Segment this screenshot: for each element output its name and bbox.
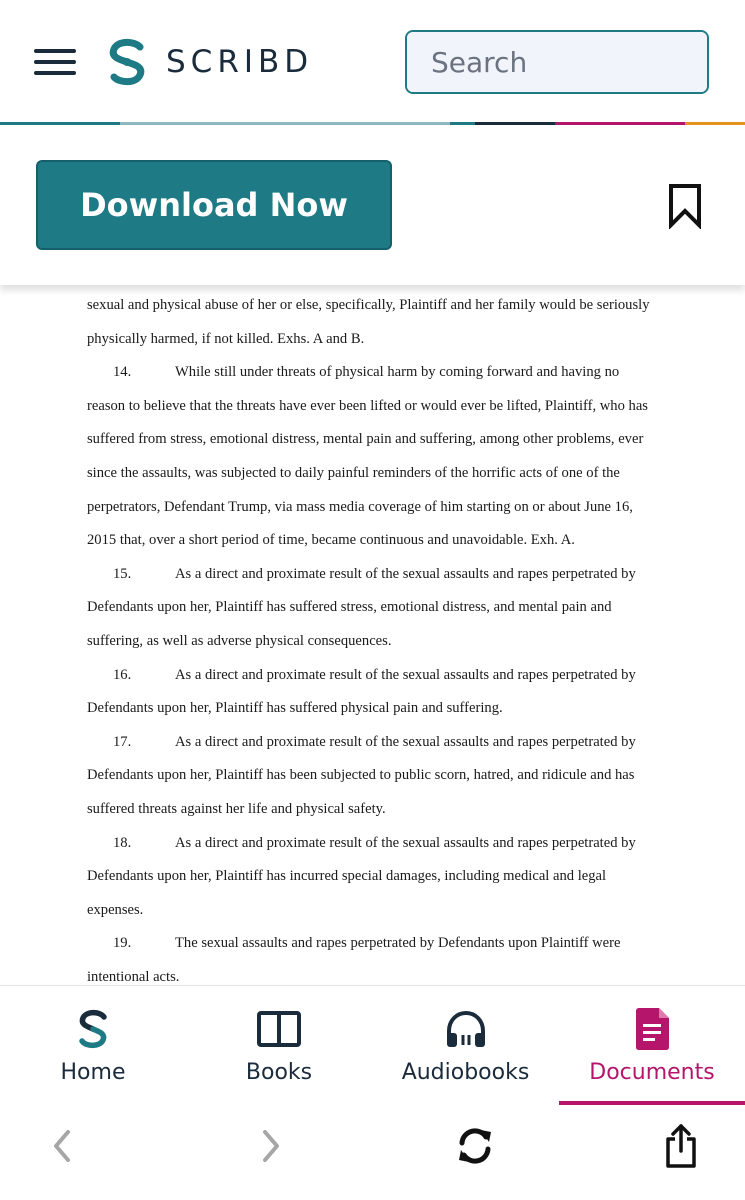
line-text: suffered from stress, emotional distress, mental pain and suffering, among other problems, ever: [87, 431, 644, 448]
share-icon[interactable]: [656, 1121, 706, 1171]
bottom-tab-bar: [0, 985, 745, 1105]
search-input[interactable]: [407, 32, 709, 92]
document-line: [87, 564, 667, 598]
headphones-icon: [444, 1008, 488, 1050]
line-text: perpetrators, Defendant Trump, via mass media coverage of him starting on or about June 16,: [87, 498, 633, 515]
document-text: [87, 295, 667, 985]
logo-text: SCRIBD: [166, 44, 314, 80]
document-line: [87, 698, 667, 732]
document-icon: [634, 1008, 670, 1050]
top-header: [0, 0, 745, 124]
document-line: [87, 665, 667, 699]
document-line: [87, 497, 667, 531]
document-line: [87, 597, 667, 631]
document-line: [87, 429, 667, 463]
paragraph-number: 18.: [113, 834, 132, 851]
document-line: [87, 295, 667, 329]
document-line: [87, 732, 667, 766]
line-text: Defendants upon her, Plaintiff has suffered physical pain and suffering.: [87, 700, 503, 717]
back-arrow-icon[interactable]: [37, 1121, 87, 1171]
line-text: 2015 that, over a short period of time, became continuous and unavoidable. Exh. A.: [87, 532, 575, 549]
line-text: While still under threats of physical harm by coming forward and having no: [175, 364, 620, 381]
document-line: [87, 900, 667, 934]
line-text: reason to believe that the threats have ever been lifted or would ever be lifted, Plaintiff, who has: [87, 397, 648, 414]
document-line: [87, 396, 667, 430]
line-text: As a direct and proximate result of the sexual assaults and rapes perpetrated by: [175, 565, 636, 582]
document-line: [87, 362, 667, 396]
document-line: [87, 833, 667, 867]
document-line: [87, 933, 667, 967]
line-text: sexual and physical abuse of her or else, specifically, Plaintiff and her family would be seriously: [87, 297, 650, 313]
line-text: Defendants upon her, Plaintiff has suffered stress, emotional distress, and mental pain and: [87, 599, 612, 616]
line-text: intentional acts.: [87, 968, 180, 985]
line-text: Defendants upon her, Plaintiff has been subjected to public scorn, hatred, and ridicule and has: [87, 767, 635, 784]
line-text: As a direct and proximate result of the sexual assaults and rapes perpetrated by: [175, 733, 636, 750]
tab-home[interactable]: [0, 986, 186, 1104]
line-text: As a direct and proximate result of the sexual assaults and rapes perpetrated by: [175, 666, 636, 683]
line-text: As a direct and proximate result of the sexual assaults and rapes perpetrated by: [175, 834, 636, 851]
search-box: [405, 30, 709, 94]
line-text: expenses.: [87, 901, 144, 918]
document-line: [87, 799, 667, 833]
menu-icon[interactable]: [34, 49, 76, 75]
browser-toolbar: [0, 1105, 745, 1200]
paragraph-number: 15.: [113, 565, 132, 582]
document-action-bar: [0, 125, 745, 285]
line-text: since the assaults, was subjected to daily painful reminders of the horrific acts of one of the: [87, 464, 620, 481]
line-text: suffering, as well as adverse physical consequences.: [87, 632, 392, 649]
paragraph-number: 17.: [113, 733, 132, 750]
document-line: [87, 463, 667, 497]
document-line: [87, 530, 667, 564]
tab-label: Home: [60, 1060, 126, 1085]
book-icon: [256, 1008, 302, 1050]
tab-label: Audiobooks: [401, 1060, 530, 1085]
tab-books[interactable]: [186, 986, 372, 1104]
bookmark-icon[interactable]: [667, 183, 703, 229]
paragraph-number: 16.: [113, 666, 132, 683]
document-line: [87, 866, 667, 900]
document-line: [87, 967, 667, 985]
line-text: The sexual assaults and rapes perpetrated by Defendants upon Plaintiff were: [175, 935, 621, 952]
tab-documents[interactable]: [559, 986, 745, 1104]
scribd-home-icon: [76, 1008, 110, 1050]
reload-icon[interactable]: [450, 1121, 500, 1171]
document-line: [87, 329, 667, 363]
scribd-logo-icon: [106, 38, 148, 86]
tab-audiobooks[interactable]: [372, 986, 559, 1104]
tab-label: Books: [245, 1060, 313, 1085]
document-viewer[interactable]: [0, 285, 745, 985]
paragraph-number: 19.: [113, 935, 132, 952]
document-line: [87, 631, 667, 665]
document-line: [87, 765, 667, 799]
forward-arrow-icon[interactable]: [246, 1121, 296, 1171]
tab-label: Documents: [589, 1060, 715, 1085]
line-text: Defendants upon her, Plaintiff has incurred special damages, including medical and legal: [87, 868, 607, 885]
download-now-button[interactable]: Download Now: [36, 160, 392, 250]
line-text: physically harmed, if not killed. Exhs. A and B.: [87, 330, 365, 347]
scribd-logo[interactable]: [106, 38, 313, 86]
paragraph-number: 14.: [113, 364, 132, 381]
line-text: suffered threats against her life and physical safety.: [87, 800, 386, 817]
